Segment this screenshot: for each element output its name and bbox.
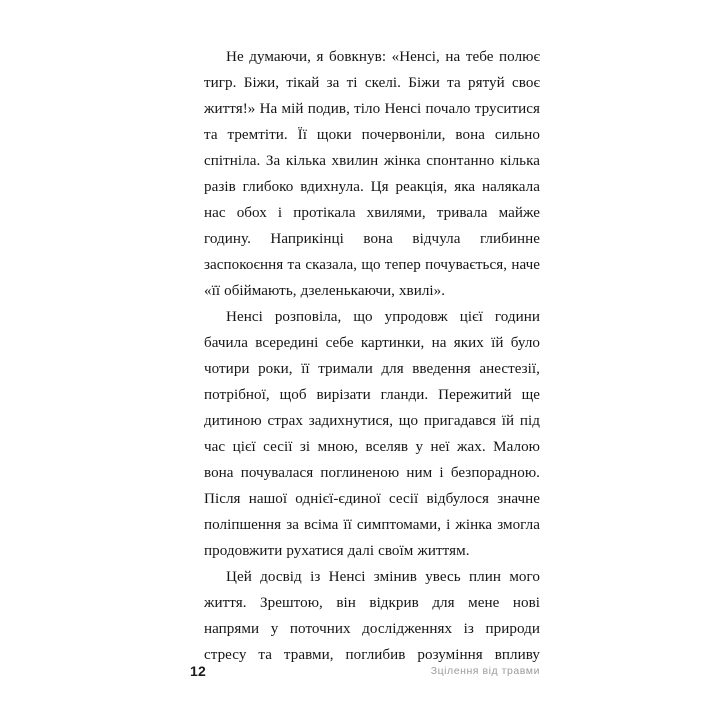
page-footer — [0, 663, 720, 687]
page-number: 12 — [190, 663, 206, 679]
body-paragraph-3: Цей досвід із Ненсі змінив увесь плин мого життя. Зрештою, він відкрив для мене нові напрями у поточних дослідженнях із природи стресу та травми, поглибив розуміння впливу — [204, 569, 540, 663]
page-text-block — [204, 44, 540, 694]
body-paragraph-1: Не думаючи, я бовкнув: «Ненсі, на тебе полює тигр. Біжи, тікай за ті скелі. Біжи та рятуй своє життя!» На мій подив, тіло Ненсі почало труситися та тремтіти. Її щоки почервоніли, вона сильно спітніла. За кілька хвилин жінка спонтанно кілька разів глибоко вдихнула. Ця реакція, яка налякала нас обох і протікала хвилями, тривала майже годину. Наприкінці вона відчула глибинне заспокоєння та сказала, що тепер почувається, наче «її обіймають, дзеленькаючи, хвилі». — [204, 49, 540, 299]
running-head: Зцілення від травми — [430, 665, 540, 677]
body-paragraph-2: Ненсі розповіла, що упродовж цієї години бачила всередині себе картинки, на яких їй було чотири роки, її тримали для введення анестезії, потрібної, щоб вирізати гланди. Пережитий ще дитиною страх задихнутися, що пригадався їй під час цієї сесії зі мною, вселяв у неї жах. Малою вона почувалася поглиненою ним і безпорадною. Після нашої однієї-єдиної сесії відбулося значне поліпшення за всіма її симптомами, і жінка змогла продовжити рухатися далі своїм життям. — [204, 309, 540, 559]
